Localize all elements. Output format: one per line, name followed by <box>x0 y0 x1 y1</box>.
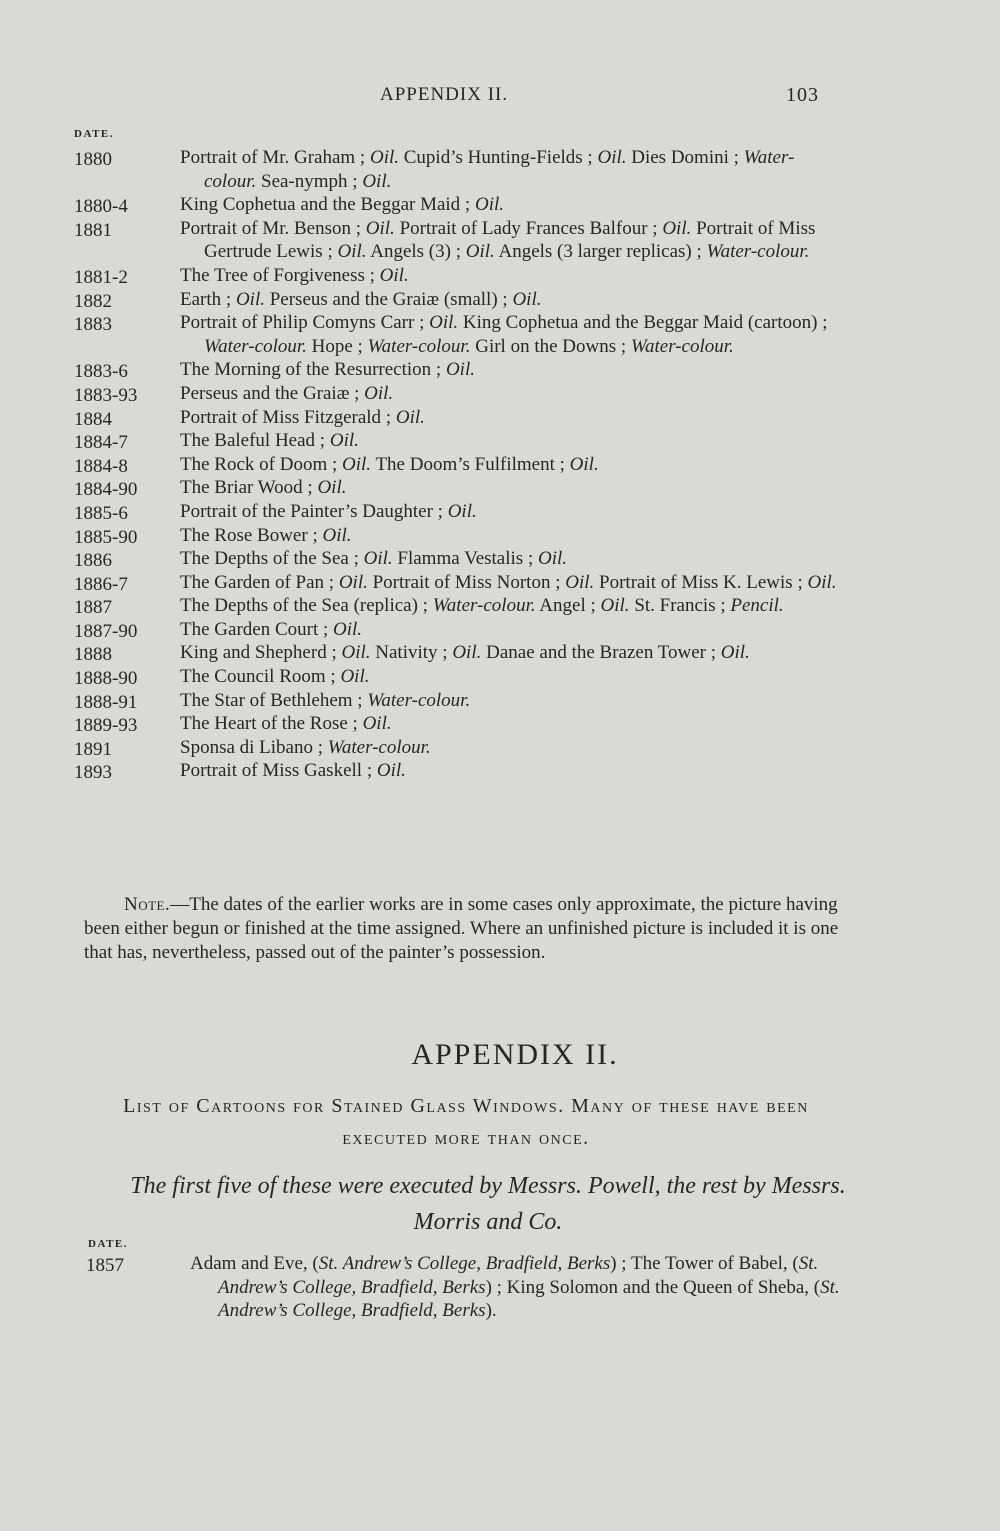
section-subtitle: List of Cartoons for Stained Glass Windows. Many of these have been executed more than once. <box>123 1095 809 1149</box>
entry-year: 1881 <box>74 219 112 241</box>
entry-year: 1884-7 <box>74 432 128 454</box>
list-item <box>74 547 844 571</box>
entry-year: 1857 <box>86 1255 124 1276</box>
list-item <box>74 217 844 264</box>
entry-year: 1893 <box>74 762 112 784</box>
entry-works: Portrait of Philip Comyns Carr ; Oil. King Cophetua and the Beggar Maid (cartoon) ; Water-colour. Hope ; Water-colour. Girl on the Downs ; Water-colour. <box>180 312 828 357</box>
entry-works: Adam and Eve, (St. Andrew’s College, Bradfield, Berks) ; The Tower of Babel, (St. Andrew’s College, Bradfield, Berks) ; King Solomon and the Queen of Sheba, (St. Andrew’s College, Bradfield, Berks). <box>190 1253 840 1322</box>
entry-works: King Cophetua and the Beggar Maid ; Oil. <box>180 194 504 216</box>
note-text: —The dates of the earlier works are in some cases only approximate, the picture having been either begun or finished at the time assigned. Where an unfinished picture is included it is one that has, nevertheless, passed out of the painter’s possession. <box>84 894 839 963</box>
list-item <box>74 641 844 665</box>
entry-year: 1883 <box>74 314 112 336</box>
works-list <box>74 146 844 783</box>
date-column-label-2: DATE. <box>88 1238 128 1250</box>
entry-works: King and Shepherd ; Oil. Nativity ; Oil. Danae and the Brazen Tower ; Oil. <box>180 642 750 664</box>
entry-works: The Rose Bower ; Oil. <box>180 524 352 546</box>
entry-year: 1887-90 <box>74 620 138 642</box>
list-item <box>74 476 844 500</box>
entry-works: The Tree of Forgiveness ; Oil. <box>180 264 409 286</box>
entry-year: 1884-8 <box>74 455 128 477</box>
section-heading: APPENDIX II. <box>411 1038 619 1071</box>
section-italic-note: The first five of these were executed by Messrs. Powell, the rest by Messrs. Morris and Co. <box>130 1173 846 1235</box>
entry-year: 1888-91 <box>74 691 138 713</box>
entry-works: Earth ; Oil. Perseus and the Graiæ (small) ; Oil. <box>180 288 542 310</box>
entry-works: The Star of Bethlehem ; Water-colour. <box>180 689 471 711</box>
date-column-label: DATE. <box>74 128 114 140</box>
list-item <box>74 500 844 524</box>
entry-works: Portrait of Mr. Benson ; Oil. Portrait of Lady Frances Balfour ; Oil. Portrait of Miss Gertrude Lewis ; Oil. Angels (3) ; Oil. Angels (3 larger replicas) ; Water-colour. <box>180 217 816 263</box>
entry-works: Sponsa di Libano ; Water-colour. <box>180 736 431 758</box>
entry-year: 1884-90 <box>74 479 138 501</box>
entry-works: The Depths of the Sea ; Oil. Flamma Vestalis ; Oil. <box>180 548 567 570</box>
list-item <box>74 264 844 288</box>
entry-works: The Morning of the Resurrection ; Oil. <box>180 359 475 381</box>
entry-year: 1880 <box>74 149 112 170</box>
entry-works: The Garden of Pan ; Oil. Portrait of Miss Norton ; Oil. Portrait of Miss K. Lewis ; Oil. <box>180 571 837 593</box>
list-item <box>86 1252 856 1323</box>
list-item <box>74 429 844 453</box>
entry-works: The Briar Wood ; Oil. <box>180 477 347 499</box>
entry-year: 1883-93 <box>74 384 138 406</box>
page-number: 103 <box>786 84 819 106</box>
list-item <box>74 618 844 642</box>
list-item <box>74 311 844 358</box>
entry-year: 1881-2 <box>74 266 128 288</box>
list-item <box>74 453 844 477</box>
list-item <box>74 571 844 595</box>
list-item <box>74 712 844 736</box>
list-item <box>74 146 844 193</box>
list-item <box>74 406 844 430</box>
entry-year: 1883-6 <box>74 361 128 383</box>
cartoons-list <box>86 1252 856 1323</box>
entry-works: The Council Room ; Oil. <box>180 666 370 688</box>
list-item <box>74 689 844 713</box>
entry-works: The Garden Court ; Oil. <box>180 618 363 640</box>
list-item <box>74 288 844 312</box>
entry-works: The Rock of Doom ; Oil. The Doom’s Fulfilment ; Oil. <box>180 453 599 475</box>
entry-year: 1886 <box>74 550 112 572</box>
list-item <box>74 524 844 548</box>
entry-year: 1888 <box>74 644 112 666</box>
entry-works: Portrait of Miss Fitzgerald ; Oil. <box>180 406 425 428</box>
entry-works: Portrait of Mr. Graham ; Oil. Cupid’s Hunting-Fields ; Oil. Dies Domini ; Water-colour. Sea-nymph ; Oil. <box>180 147 795 192</box>
entry-works: Portrait of the Painter’s Daughter ; Oil. <box>180 500 477 522</box>
entry-works: The Heart of the Rose ; Oil. <box>180 713 392 735</box>
entry-works: Perseus and the Graiæ ; Oil. <box>180 382 394 404</box>
entry-works: Portrait of Miss Gaskell ; Oil. <box>180 760 406 782</box>
entry-year: 1880-4 <box>74 196 128 218</box>
running-head <box>0 84 1000 110</box>
list-item <box>74 382 844 406</box>
entry-year: 1885-6 <box>74 502 128 524</box>
note-label: Note. <box>124 894 171 915</box>
entry-works: The Depths of the Sea (replica) ; Water-colour. Angel ; Oil. St. Francis ; Pencil. <box>180 595 784 617</box>
entry-year: 1882 <box>74 290 112 312</box>
entry-year: 1887 <box>74 597 112 619</box>
entry-year: 1891 <box>74 738 112 760</box>
list-item <box>74 736 844 760</box>
list-item <box>74 759 844 783</box>
list-item <box>74 358 844 382</box>
entry-year: 1885-90 <box>74 526 138 548</box>
entry-year: 1888-90 <box>74 668 138 690</box>
running-head-title: APPENDIX II. <box>380 84 509 105</box>
entry-year: 1884 <box>74 408 112 430</box>
list-item <box>74 193 844 217</box>
footnote <box>84 893 844 965</box>
entry-year: 1886-7 <box>74 573 128 595</box>
entry-year: 1889-93 <box>74 715 138 737</box>
entry-works: The Baleful Head ; Oil. <box>180 430 359 452</box>
list-item <box>74 665 844 689</box>
list-item <box>74 594 844 618</box>
